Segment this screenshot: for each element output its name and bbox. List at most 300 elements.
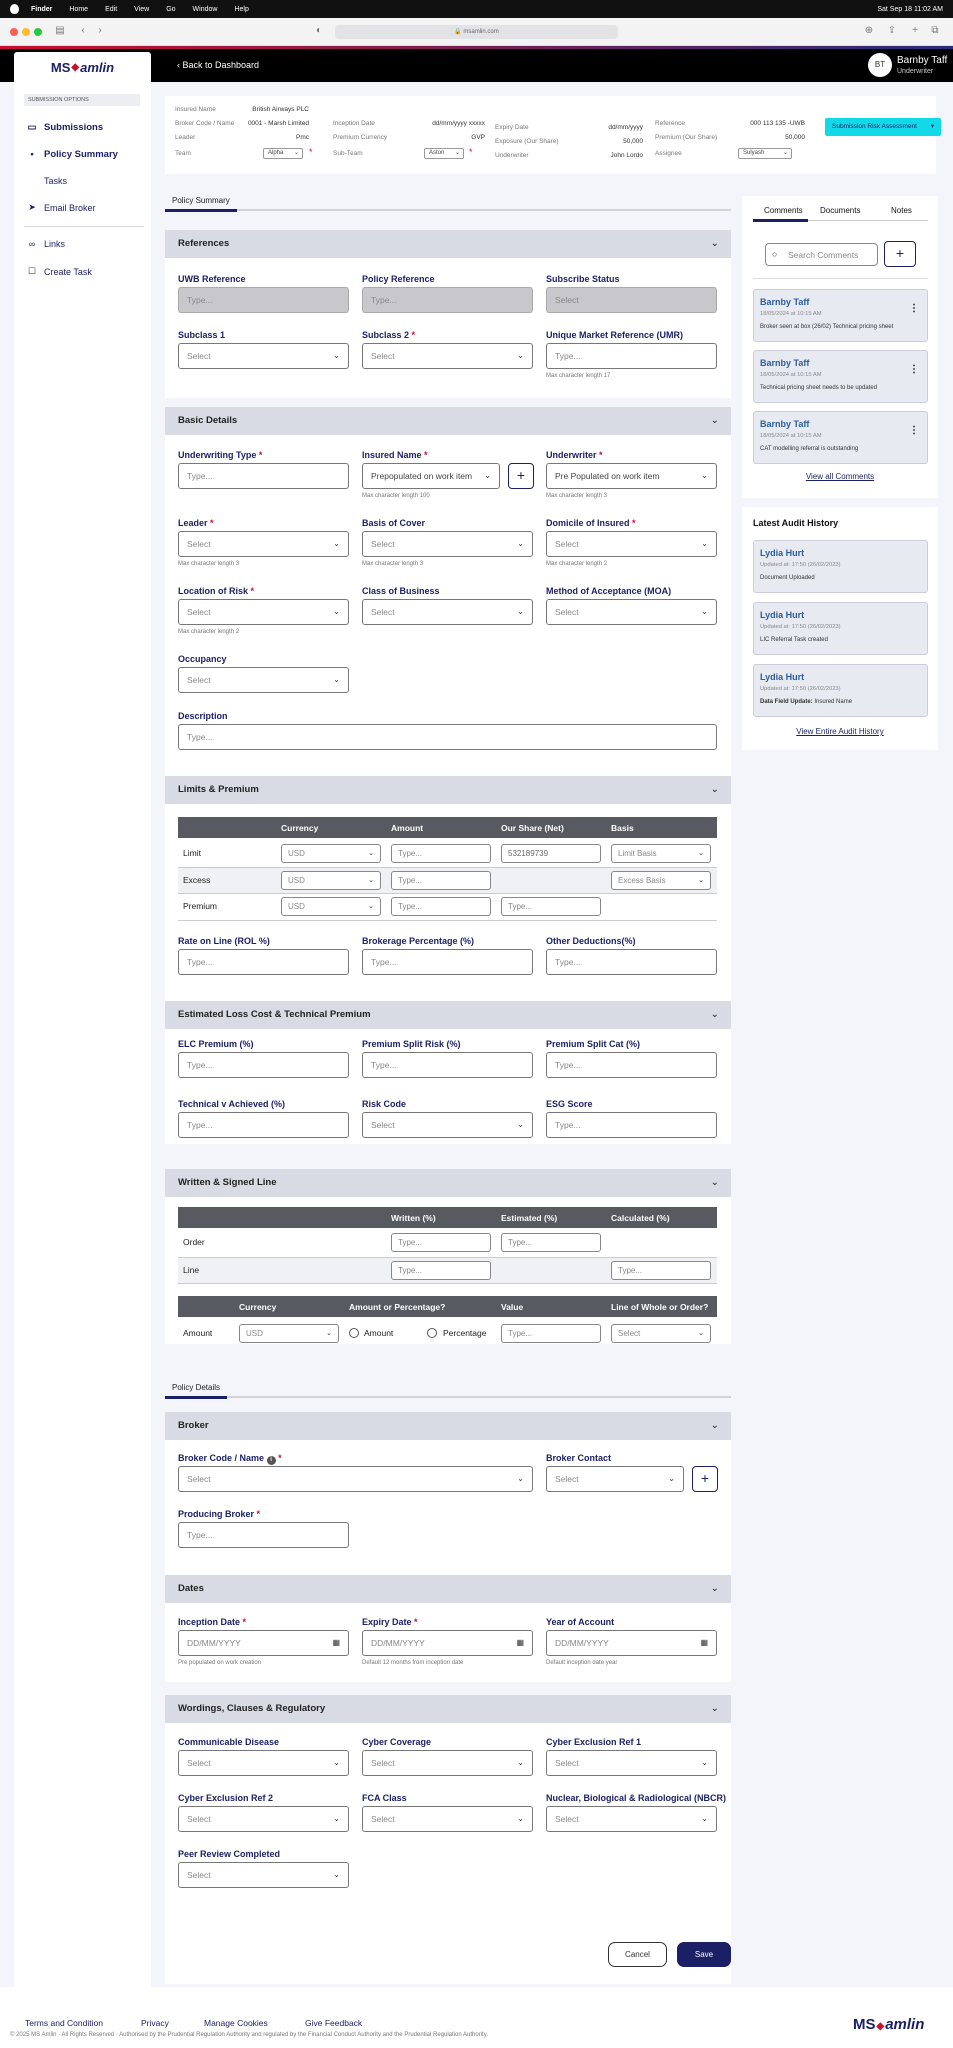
- expiry-label: Expiry Date: [495, 124, 529, 131]
- chevron-down-icon: ⌄: [698, 850, 704, 857]
- shield-icon[interactable]: ◐: [315, 25, 323, 36]
- insured-name-select[interactable]: [362, 463, 500, 489]
- wordings-panel: [165, 1695, 731, 1984]
- line-written-input[interactable]: Type...: [391, 1261, 491, 1280]
- audit-card[interactable]: [753, 602, 928, 655]
- col-line-whole-order: Line of Whole or Order?: [611, 1302, 709, 1312]
- required-marker: *: [599, 450, 603, 460]
- broker-value: 0001 - Marsh Limited: [247, 120, 309, 127]
- moa-label: Method of Acceptance (MOA): [546, 586, 672, 596]
- add-broker-contact-button[interactable]: +: [692, 1466, 718, 1492]
- amount-option-label: Amount: [364, 1328, 394, 1338]
- subclass1-select[interactable]: [178, 343, 349, 369]
- yoa-input[interactable]: [546, 1630, 717, 1656]
- moa-select[interactable]: [546, 599, 717, 625]
- references-title: References: [178, 238, 230, 249]
- limits-header[interactable]: [165, 776, 731, 804]
- search-comments-input[interactable]: [765, 243, 878, 266]
- col-written: Written (%): [391, 1213, 436, 1223]
- row-order-label: Order: [183, 1237, 205, 1247]
- comments-card: [742, 196, 938, 498]
- domicile-select[interactable]: [546, 531, 717, 557]
- broker-header[interactable]: [165, 1412, 731, 1440]
- chevron-down-icon: ⌄: [517, 539, 524, 548]
- subscribe-status-select[interactable]: Select: [546, 287, 717, 313]
- broker-code-select[interactable]: [178, 1466, 533, 1492]
- chevron-down-icon: ⌄: [710, 1177, 719, 1188]
- order-estimated-input[interactable]: Type...: [501, 1233, 601, 1252]
- broker-label: Broker Code / Name: [175, 120, 235, 127]
- written-title: Written & Signed Line: [178, 1177, 277, 1188]
- policy-reference-input[interactable]: Type...: [362, 287, 533, 313]
- split-cat-label: Premium Split Cat (%): [546, 1039, 641, 1049]
- wordings-title: Wordings, Clauses & Regulatory: [178, 1703, 326, 1714]
- technical-achieved-input[interactable]: Type...: [178, 1112, 349, 1138]
- audit-text-body: Document Uploaded: [760, 575, 815, 581]
- audit-text: [760, 575, 815, 581]
- footer-link-terms[interactable]: Terms and Condition: [25, 2018, 103, 2028]
- underwriter-hint: Max character length 3: [546, 493, 608, 499]
- logo-amlin-text: amlin: [80, 59, 115, 75]
- comment-text: Technical pricing sheet needs to be updated: [760, 385, 878, 391]
- caret-down-icon: ▾: [930, 123, 934, 130]
- footer-link-cookies[interactable]: Manage Cookies: [204, 2018, 268, 2028]
- subclass2-label-text: Subclass 2: [362, 330, 410, 340]
- info-icon[interactable]: i: [267, 1456, 276, 1465]
- chevron-down-icon: ⌄: [710, 1583, 719, 1594]
- apple-icon[interactable]: [10, 4, 19, 14]
- esg-input[interactable]: Type...: [546, 1112, 717, 1138]
- elc-title: Estimated Loss Cost & Technical Premium: [178, 1009, 371, 1020]
- sidebar-item-links[interactable]: [26, 239, 65, 249]
- broker-title: Broker: [178, 1420, 209, 1431]
- cyber-exclusion-2-select[interactable]: [178, 1806, 349, 1832]
- sidebar-item-tasks[interactable]: [26, 176, 67, 186]
- amount-radio[interactable]: [349, 1328, 359, 1338]
- comment-date: 18/05/2024 at 10:15 AM: [760, 311, 822, 317]
- chevron-down-icon: ⌄: [326, 1330, 332, 1337]
- producing-broker-label-text: Producing Broker: [178, 1509, 255, 1519]
- elc-premium-input[interactable]: Type...: [178, 1052, 349, 1078]
- audit-text: [760, 699, 852, 705]
- back-to-dashboard-link[interactable]: [177, 60, 259, 70]
- description-label: Description: [178, 711, 228, 721]
- select-placeholder: Select: [371, 1758, 395, 1768]
- audit-text-body: LIC Referral Task created: [760, 637, 828, 643]
- logo-ms-text: MS: [853, 2016, 876, 2033]
- amount-value-input[interactable]: Type...: [501, 1324, 601, 1343]
- select-placeholder: Select: [618, 1329, 641, 1338]
- col-currency: Currency: [281, 823, 319, 833]
- tab-documents[interactable]: Documents: [820, 206, 861, 215]
- chevron-down-icon: ⌄: [368, 850, 374, 857]
- row-divider: [178, 920, 717, 921]
- select-placeholder: Select: [371, 1120, 395, 1130]
- select-placeholder: Select: [555, 1758, 579, 1768]
- basis-label: Basis of Cover: [362, 518, 426, 528]
- close-window-button[interactable]: [10, 28, 18, 36]
- browser-toolbar: [0, 18, 953, 46]
- leader-label: [178, 518, 214, 528]
- elc-header[interactable]: [165, 1001, 731, 1029]
- insured-name-label: Insured Name: [175, 106, 216, 113]
- split-cat-input[interactable]: Type...: [546, 1052, 717, 1078]
- msamlin-logo[interactable]: [14, 52, 151, 82]
- esg-label: ESG Score: [546, 1099, 593, 1109]
- class-select[interactable]: [362, 599, 533, 625]
- forward-arrow-icon[interactable]: ›: [98, 25, 102, 36]
- add-comment-button[interactable]: +: [884, 241, 916, 267]
- sidebar-item-label: Tasks: [44, 176, 68, 186]
- limits-table-header: [178, 817, 717, 838]
- peer-review-select[interactable]: [178, 1862, 349, 1888]
- limit-share-input[interactable]: 532189739: [501, 844, 601, 863]
- umr-label: Unique Market Reference (UMR): [546, 330, 684, 340]
- premium-share-input[interactable]: Type...: [501, 897, 601, 916]
- submission-risk-assessment-button[interactable]: [825, 118, 941, 136]
- dates-title: Dates: [178, 1583, 204, 1594]
- expiry-label-text: Expiry Date: [362, 1617, 412, 1627]
- link-icon: ∞: [28, 239, 36, 249]
- amount-currency-select[interactable]: [239, 1324, 339, 1343]
- dates-header[interactable]: [165, 1575, 731, 1603]
- copyright-text: © 2025 MS Amlin · All Rights Reserved · Authorised by the Prudential Regulation Authority and regulated by the Financial Conduct Authority and the Prudential Regulation Authority.: [10, 2032, 488, 2038]
- comment-card[interactable]: [753, 289, 928, 342]
- select-placeholder: Select: [187, 607, 211, 617]
- order-written-input[interactable]: Type...: [391, 1233, 491, 1252]
- select-placeholder: Select: [187, 1474, 211, 1484]
- chevron-down-icon: ⌄: [710, 1420, 719, 1431]
- sidebar-divider: [24, 226, 144, 227]
- chevron-down-icon: ⌄: [368, 877, 374, 884]
- location-select[interactable]: [178, 599, 349, 625]
- view-all-comments-link[interactable]: View all Comments: [805, 472, 875, 481]
- back-label: Back to Dashboard: [182, 60, 260, 70]
- limit-amount-input[interactable]: Type...: [391, 844, 491, 863]
- comment-card[interactable]: [753, 411, 928, 464]
- producing-broker-label: [178, 1509, 260, 1519]
- share-icon[interactable]: ⇪: [887, 25, 897, 36]
- cyber-exclusion-1-select[interactable]: [546, 1750, 717, 1776]
- download-icon[interactable]: ⊕: [864, 25, 874, 36]
- col-calculated: Calculated (%): [611, 1213, 670, 1223]
- currency-value: USD: [288, 849, 305, 858]
- cyber-coverage-select[interactable]: [362, 1750, 533, 1776]
- required-marker: *: [256, 1509, 261, 1519]
- chevron-down-icon: ⌄: [782, 150, 788, 156]
- subclass2-label: [362, 330, 415, 340]
- broker-contact-select[interactable]: [546, 1466, 684, 1492]
- team-value: Alpha: [268, 150, 284, 156]
- select-placeholder: Select: [187, 1758, 211, 1768]
- expiry-date-input[interactable]: [362, 1630, 533, 1656]
- assignee-select[interactable]: [738, 148, 792, 159]
- limits-title: Limits & Premium: [178, 784, 259, 795]
- required-marker: *: [210, 518, 214, 528]
- chevron-down-icon: ⌄: [710, 238, 719, 249]
- split-risk-input[interactable]: Type...: [362, 1052, 533, 1078]
- calendar-icon[interactable]: ▦: [700, 1638, 708, 1647]
- leader-label: Leader: [175, 134, 196, 141]
- domicile-label-text: Domicile of Insured: [546, 518, 630, 528]
- basic-details-header[interactable]: [165, 407, 731, 435]
- premium-amount-input[interactable]: Type...: [391, 897, 491, 916]
- more-options-icon[interactable]: ⋮: [909, 425, 919, 436]
- footer-link-privacy[interactable]: Privacy: [141, 2018, 169, 2028]
- col-amount: Amount: [391, 823, 424, 833]
- broker-contact-label: Broker Contact: [546, 1453, 612, 1463]
- row-premium-label: Premium: [183, 901, 218, 911]
- written-table-header: [178, 1207, 717, 1228]
- select-placeholder: Select: [371, 351, 395, 361]
- excess-amount-input[interactable]: Type...: [391, 871, 491, 890]
- cyber-coverage-label: Cyber Coverage: [362, 1737, 432, 1747]
- currency-value: GVP: [471, 134, 485, 141]
- sidebar-item-email-broker[interactable]: [26, 202, 96, 213]
- underwriter-select[interactable]: [546, 463, 717, 489]
- row-limit-label: Limit: [183, 848, 201, 858]
- address-bar[interactable]: 🔒 msamlin.com: [335, 25, 618, 39]
- basis-value: Excess Basis: [618, 876, 666, 885]
- audit-card[interactable]: [753, 540, 928, 593]
- chevron-down-icon: ⌄: [701, 607, 708, 616]
- written-signed-panel: [165, 1169, 731, 1344]
- audit-card[interactable]: [753, 664, 928, 717]
- calendar-icon[interactable]: ▦: [516, 1638, 524, 1647]
- uwb-reference-label: UWB Reference: [178, 274, 246, 284]
- chevron-down-icon: ⌄: [701, 539, 708, 548]
- uw-type-input[interactable]: Type...: [178, 463, 349, 489]
- expiry-date-label: [362, 1617, 418, 1627]
- menu-home[interactable]: Home: [69, 5, 89, 13]
- footer-link-feedback[interactable]: Give Feedback: [305, 2018, 363, 2028]
- insured-name-value: British Airways PLC: [252, 106, 309, 113]
- tab-underline-track: [165, 1396, 731, 1398]
- insured-value: Prepopulated on work item: [371, 471, 473, 481]
- search-icon: ○: [772, 249, 778, 259]
- divider: [753, 278, 928, 279]
- other-deductions-input[interactable]: Type...: [546, 949, 717, 975]
- limit-currency-select[interactable]: [281, 844, 381, 863]
- percentage-option-label: Percentage: [443, 1328, 487, 1338]
- insured-name-label: [362, 450, 428, 460]
- leader-hint: Max character length 3: [178, 561, 240, 567]
- audit-title: Latest Audit History: [753, 518, 839, 528]
- occupancy-select[interactable]: [178, 667, 349, 693]
- chevron-down-icon: ⌄: [517, 1814, 524, 1823]
- zoom-window-button[interactable]: [34, 28, 42, 36]
- submission-summary-card: [165, 96, 936, 174]
- audit-date: Updated at: 17:50 (26/02/2023): [760, 686, 841, 692]
- sidebar-item-label: Create Task: [44, 266, 92, 277]
- add-insured-button[interactable]: +: [508, 463, 534, 489]
- menu-window[interactable]: Window: [192, 5, 218, 13]
- required-marker: *: [411, 330, 416, 340]
- class-label: Class of Business: [362, 586, 440, 596]
- comment-text: Broker seen at box (26/02) Technical pricing sheet: [760, 324, 894, 330]
- chevron-down-icon: ⌄: [701, 1814, 708, 1823]
- peer-review-label: Peer Review Completed: [178, 1849, 281, 1859]
- sidebar-item-submissions[interactable]: [26, 122, 103, 133]
- basis-select[interactable]: [362, 531, 533, 557]
- audit-text-bold: Data Field Update:: [760, 699, 813, 705]
- assignee-label: Assignee: [655, 150, 682, 157]
- chevron-down-icon: ⌄: [517, 607, 524, 616]
- select-placeholder: Select: [555, 1814, 579, 1824]
- monitor-icon: ▭: [27, 122, 37, 133]
- new-tab-icon[interactable]: +: [912, 25, 918, 36]
- select-placeholder: Select: [371, 607, 395, 617]
- back-arrow-icon[interactable]: ‹: [81, 25, 85, 36]
- chevron-down-icon: ⌄: [333, 539, 340, 548]
- cyber-exclusion-2-label: Cyber Exclusion Ref 2: [178, 1793, 274, 1803]
- line-calculated-input[interactable]: Type...: [611, 1261, 711, 1280]
- expiry-value: dd/mm/yyyy: [608, 124, 643, 131]
- subteam-select[interactable]: [424, 148, 464, 159]
- chevron-down-icon: ⌄: [368, 903, 374, 910]
- logo-amlin-text: amlin: [885, 2016, 925, 2033]
- written-header[interactable]: [165, 1169, 731, 1197]
- risk-code-select[interactable]: [362, 1112, 533, 1138]
- sidebar-item-policy-summary[interactable]: [26, 149, 118, 160]
- date-placeholder: DD/MM/YYYY: [187, 1638, 241, 1648]
- nbcr-label: Nuclear, Biological & Radiological (NBCR): [546, 1793, 727, 1803]
- select-placeholder: Select: [187, 675, 211, 685]
- chevron-down-icon: ⌄: [517, 1758, 524, 1767]
- task-icon: ☐: [27, 266, 37, 276]
- menu-go[interactable]: Go: [166, 5, 176, 13]
- broker-code-label: [178, 1453, 282, 1465]
- save-button[interactable]: Save: [677, 1942, 731, 1967]
- comment-date: 18/05/2024 at 10:15 AM: [760, 433, 822, 439]
- leader-select[interactable]: [178, 531, 349, 557]
- required-marker: *: [250, 586, 255, 596]
- sidebar-item-label: Links: [44, 239, 66, 249]
- currency-value: USD: [246, 1329, 263, 1338]
- col-estimated: Estimated (%): [501, 1213, 558, 1223]
- select-placeholder: Select: [555, 539, 579, 549]
- inception-value: dd/mm/yyyy xxxxx: [432, 120, 485, 127]
- tab-comments[interactable]: Comments: [764, 206, 803, 215]
- menu-help[interactable]: Help: [234, 5, 249, 13]
- tab-notes[interactable]: Notes: [891, 206, 912, 215]
- split-risk-label: Premium Split Risk (%): [362, 1039, 461, 1049]
- domicile-hint: Max character length 2: [546, 561, 608, 567]
- audit-history-card: [742, 507, 938, 750]
- logo-ms-text: MS: [50, 59, 71, 75]
- elc-premium-label: ELC Premium (%): [178, 1039, 254, 1049]
- sidebar-item-create-task[interactable]: [26, 266, 92, 277]
- producing-broker-input[interactable]: Type...: [178, 1522, 349, 1548]
- audit-date: Updated at: 17:50 (26/02/2023): [760, 624, 841, 630]
- logo-diamond-icon: ◆: [876, 2021, 885, 2032]
- comment-date: 18/05/2024 at 10:15 AM: [760, 372, 822, 378]
- tab-policy-summary[interactable]: Policy Summary: [172, 196, 230, 205]
- dates-panel: [165, 1575, 731, 1682]
- menu-edit[interactable]: Edit: [105, 5, 118, 13]
- exposure-share-label: Exposure (Our Share): [495, 138, 559, 145]
- fca-class-select[interactable]: [362, 1806, 533, 1832]
- limit-basis-select[interactable]: [611, 844, 711, 863]
- tabs-overview-icon[interactable]: ⧉: [931, 25, 939, 36]
- comment-author: Barnby Taff: [760, 297, 810, 307]
- premium-share-label: Premium (Our Share): [655, 134, 718, 141]
- col-currency: Currency: [239, 1302, 277, 1312]
- chevron-down-icon: ⌄: [698, 877, 704, 884]
- required-marker: *: [469, 147, 473, 157]
- references-header[interactable]: [165, 230, 731, 258]
- menu-finder[interactable]: Finder: [31, 5, 53, 13]
- underwriter-label: [546, 450, 603, 460]
- excess-currency-select[interactable]: [281, 871, 381, 890]
- risk-button-label: Submission Risk Assessment: [832, 123, 917, 130]
- premium-currency-select[interactable]: [281, 897, 381, 916]
- cancel-button[interactable]: Cancel: [608, 1942, 667, 1967]
- excess-basis-select[interactable]: [611, 871, 711, 890]
- minimize-window-button[interactable]: [22, 28, 30, 36]
- communicable-disease-select[interactable]: [178, 1750, 349, 1776]
- percentage-radio[interactable]: [427, 1328, 437, 1338]
- rol-label: Rate on Line (ROL %): [178, 936, 270, 946]
- sidebar-toggle-icon[interactable]: ▤: [55, 25, 65, 36]
- technical-achieved-label: Technical v Achieved (%): [178, 1099, 286, 1109]
- more-options-icon[interactable]: ⋮: [909, 364, 919, 375]
- send-icon: ➤: [28, 202, 36, 212]
- nbcr-select[interactable]: [546, 1806, 717, 1832]
- uwb-reference-input[interactable]: Type...: [178, 287, 349, 313]
- comment-author: Barnby Taff: [760, 358, 810, 368]
- more-options-icon[interactable]: ⋮: [909, 303, 919, 314]
- team-select[interactable]: [263, 148, 303, 159]
- basis-value: Limit Basis: [618, 849, 657, 858]
- sidebar-item-label: Submissions: [44, 122, 104, 133]
- currency-label: Premium Currency: [333, 134, 388, 141]
- chevron-down-icon: ⌄: [698, 1330, 704, 1337]
- description-input[interactable]: Type...: [178, 724, 717, 750]
- umr-input[interactable]: Type...: [546, 343, 717, 369]
- sidebar-item-label: Policy Summary: [44, 149, 118, 160]
- menu-view[interactable]: View: [134, 5, 150, 13]
- col-basis: Basis: [611, 823, 634, 833]
- brokerage-label: Brokerage Percentage (%): [362, 936, 475, 946]
- brokerage-input[interactable]: Type...: [362, 949, 533, 975]
- tab-policy-details[interactable]: Policy Details: [172, 1383, 221, 1392]
- audit-text-body: Insured Name: [812, 699, 853, 705]
- avatar[interactable]: BT: [868, 53, 892, 77]
- domicile-label: [546, 518, 636, 528]
- audit-date: Updated at: 17:50 (26/02/2023): [760, 562, 841, 568]
- wordings-header[interactable]: [165, 1695, 731, 1723]
- rol-input[interactable]: Type...: [178, 949, 349, 975]
- inception-date-input[interactable]: [178, 1630, 349, 1656]
- calendar-icon[interactable]: ▦: [332, 1638, 340, 1647]
- chevron-down-icon: ⌄: [701, 471, 708, 480]
- row-divider: [178, 1283, 717, 1284]
- yoa-label: Year of Account: [546, 1617, 615, 1627]
- required-marker: *: [632, 518, 636, 528]
- yoa-hint: Default inception date year: [546, 1660, 618, 1666]
- chevron-left-icon: ‹: [177, 60, 183, 70]
- underwriter-value: Pre Populated on work item: [555, 471, 660, 481]
- tab-active-indicator: [165, 209, 237, 212]
- view-audit-history-link[interactable]: View Entire Audit History: [796, 727, 884, 736]
- audit-author: Lydia Hurt: [760, 548, 805, 558]
- chevron-down-icon: ⌄: [517, 351, 524, 360]
- comment-card[interactable]: [753, 350, 928, 403]
- line-whole-order-select[interactable]: [611, 1324, 711, 1343]
- amount-table-header: [178, 1296, 717, 1317]
- subclass2-select[interactable]: [362, 343, 533, 369]
